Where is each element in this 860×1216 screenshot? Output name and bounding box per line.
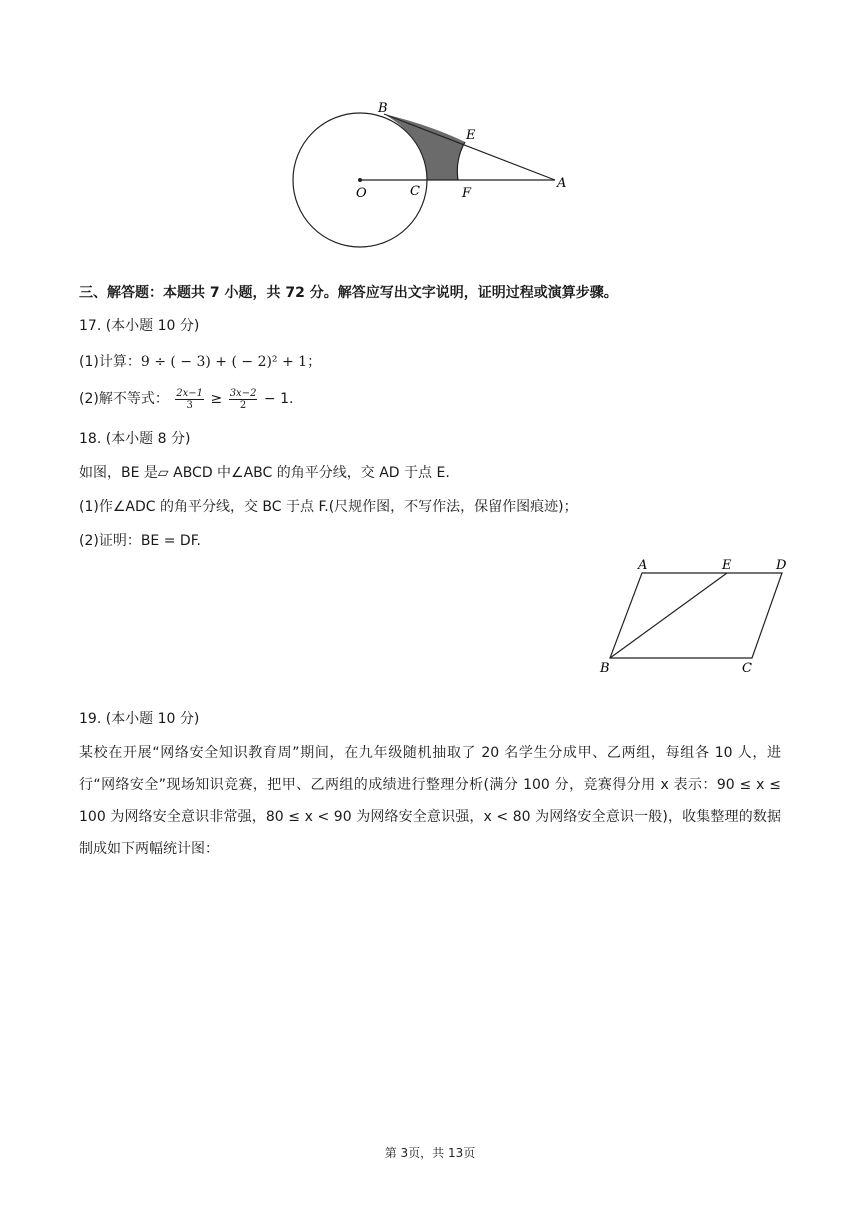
label-b: B <box>378 101 388 116</box>
q17-part2 <box>79 386 293 412</box>
label-c: C <box>410 184 420 199</box>
q17-part1-expr: 9 ÷ ( − 3) + ( − 2)² + 1； <box>140 354 322 370</box>
q17-part1-label: (1)计算： <box>79 354 141 370</box>
fraction-1 <box>175 388 204 411</box>
q18-intro: 如图，BE 是▱ ABCD 中∠ABC 的角平分线，交 AD 于点 E. <box>79 465 450 481</box>
fraction-1-den: 3 <box>186 399 193 411</box>
segment-be <box>610 573 727 658</box>
parallelogram-figure <box>590 552 800 677</box>
fraction-1-num: 2x−1 <box>176 387 204 399</box>
circle-tangent-figure <box>280 95 580 260</box>
tangent-ba <box>384 114 555 180</box>
label-f: F <box>462 186 472 201</box>
label-a: A <box>557 176 567 191</box>
q17-part2-label: (2)解不等式： <box>79 391 169 407</box>
label-d: D <box>776 558 787 573</box>
label-b: B <box>600 661 610 676</box>
q18-title: 18. (本小题 8 分) <box>79 431 191 447</box>
label-a: A <box>638 558 648 573</box>
q17-part1 <box>79 352 321 372</box>
label-e: E <box>722 558 732 573</box>
fraction-2 <box>229 388 258 411</box>
q19-text: 某校在开展“网络安全知识教育周”期间，在九年级随机抽取了 20 名学生分成甲、乙两组，每组各 10 人，进行“网络安全”现场知识竞赛，把甲、乙两组的成绩进行整理分析(满分 100 分，竞赛得分用 x 表示：90 ≤ x ≤ 100 为网络安全意识非常强，80 ≤ x < 90 为网络安全意识强，x < 80 为网络安全意识一般)，收集整理的数据制成如下两幅统计图： <box>79 745 781 857</box>
section-heading: 三、解答题：本题共 7 小题，共 72 分。解答应写出文字说明，证明过程或演算步骤。 <box>79 285 618 301</box>
ge-sign: ≥ <box>210 391 223 407</box>
q18-part1: (1)作∠ADC 的角平分线，交 BC 于点 F.(尺规作图，不写作法，保留作图痕迹)； <box>79 499 578 515</box>
center-point <box>358 178 362 182</box>
q17-title: 17. (本小题 10 分) <box>79 318 200 334</box>
q18-part2: (2)证明：BE = DF. <box>79 533 201 549</box>
parallelogram-abcd <box>610 573 782 658</box>
label-c: C <box>742 661 752 676</box>
fraction-2-num: 3x−2 <box>229 387 257 399</box>
q17-part2-tail: − 1. <box>263 391 294 407</box>
page-footer: 第 3页，共 13页 <box>384 1146 476 1160</box>
label-o: O <box>356 186 367 201</box>
fraction-2-den: 2 <box>239 399 247 411</box>
label-e: E <box>466 128 476 143</box>
q19-title: 19. (本小题 10 分) <box>79 711 200 727</box>
